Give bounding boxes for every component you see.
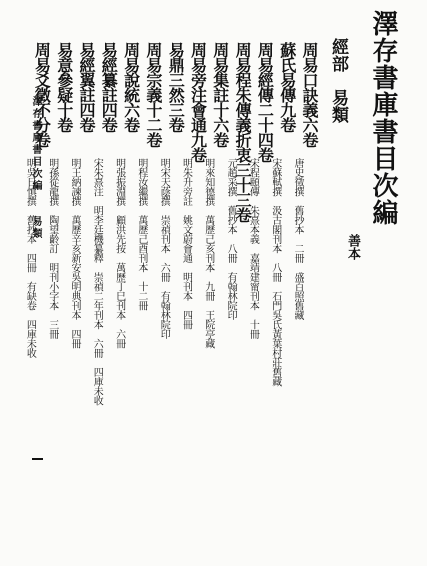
- entry-note: 明張振淵撰 顧洪先按 萬歷丁巳刊本 六冊: [113, 158, 125, 348]
- entry-title: 易經纂註四卷: [99, 42, 119, 132]
- entry-note: 明孫從龍撰 陶望齡訂 明刊小字本 三冊: [46, 158, 58, 339]
- entry-title: 周易說統六卷: [121, 42, 141, 132]
- entry-title: 周易經傳二十四卷: [255, 42, 275, 162]
- page-number: [32, 458, 43, 460]
- section-heading: 經部 易類: [328, 38, 348, 123]
- entry-title: 周易旁注會通九卷: [188, 42, 208, 162]
- entry-title: 易經翼註四卷: [77, 42, 96, 132]
- entry-title: 周易程朱傳義折衷三十三卷: [233, 42, 253, 222]
- entry-title: 周易集註十六卷: [210, 42, 230, 147]
- entry-note: 明吳日慎撰 舊抄本 四冊 有缺卷 四庫未收: [24, 158, 36, 358]
- entry-note: 宋朱熹注 明李廷機纂釋 崇禎二年刊本 六冊 四庫未收: [91, 158, 103, 405]
- entry-title: 周易宗義十二卷: [143, 42, 163, 147]
- entry-title: 周易爻徵不分卷: [32, 42, 52, 147]
- edition-label: 善本: [345, 234, 360, 260]
- page-title: 澤存書庫書目次編: [368, 10, 398, 226]
- entry-note: 宋蘇軾撰 汲古閣刊本 八冊 石門吳氏黃葉村莊舊藏: [269, 158, 281, 386]
- entry-note: 明宋天蔭撰 崇禎刊本 六冊 有翰林院印: [158, 158, 170, 339]
- entry-note: 明程汝繼撰 萬歷己酉刊本 十二冊: [135, 158, 147, 310]
- entry-title: 蘇氏易傳九卷: [277, 42, 297, 132]
- entry-title: 易意參疑十卷: [54, 42, 74, 132]
- entry-note: 明來知德撰 萬歷己亥刊本 九冊 王院亭藏: [202, 158, 214, 348]
- entry-note: 宋程頤傳 朱熹本義 嘉靖建甯刊本 十冊: [247, 158, 259, 339]
- entry-title: 周易口訣義六卷: [300, 42, 319, 147]
- entry-note: 明王納諫撰 萬歷辛亥新安吳明典刊本 四冊: [69, 158, 80, 348]
- page-footer: 澤存書庫書目次編 易類: [30, 96, 41, 240]
- entry-note: 唐史徵撰 舊抄本 二冊 盛百照舊藏: [292, 158, 303, 320]
- entry-note: 明朱升旁註 姚文蔚會通 明刊本 四冊: [180, 158, 192, 329]
- entry-title: 易鼎三然三卷: [166, 42, 186, 132]
- entry-note: 元趙采撰 舊抄本 八冊 有翰林院印: [225, 158, 237, 320]
